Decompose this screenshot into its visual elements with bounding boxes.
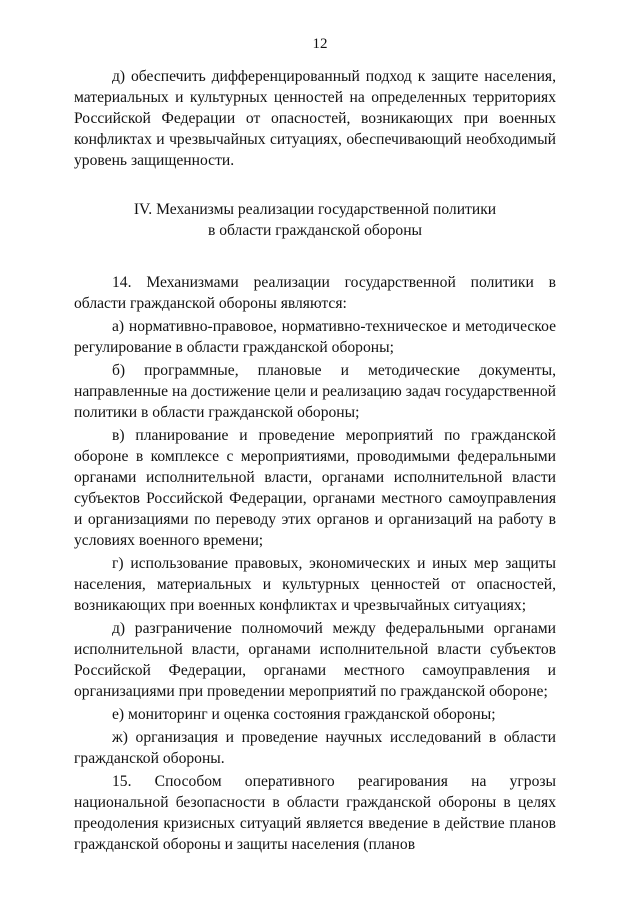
- list-item-v: в) планирование и проведение мероприятий по гражданской обороне в комплексе с мероприятиями, проводимыми федеральными органами исполнительной власти, органами исполнительной власти субъектов Российской Федерации, органами местного самоуправления и организациями по переводу этих органов и организаций на работу в условиях военного времени;: [74, 427, 556, 549]
- list-item-b: б) программные, плановые и методические документы, направленные на достижение цели и реализацию задач государственной политики в области гражданской обороны;: [74, 362, 556, 421]
- section-heading-line-2: в области гражданской обороны: [207, 222, 423, 239]
- intro-paragraph: д) обеспечить дифференцированный подход к защите населения, материальных и культурных ценностей на определенных территориях Российской Федерации от опасностей, возникающих при военных конфликтах и чрезвычайных ситуациях, обеспечивающий необходимый уровень защищенности.: [74, 68, 556, 169]
- paragraph-14: 14. Механизмами реализации государственной политики в области гражданской обороны являются:: [74, 274, 556, 312]
- list-item-a: а) нормативно-правовое, нормативно-техническое и методическое регулирование в области гражданской обороны;: [74, 318, 556, 356]
- page-number: 12: [312, 36, 328, 52]
- list-item-d: д) разграничение полномочий между федеральными органами исполнительной власти, органами исполнительной власти субъектов Российской Федерации, органами местного самоуправления и организациями при проведении мероприятий по гражданской обороне;: [74, 620, 556, 700]
- paragraph-15: 15. Способом оперативного реагирования на угрозы национальной безопасности в области гражданской обороны в целях преодоления кризисных ситуаций является введение в действие планов гражданской обороны и защиты населения (планов: [74, 773, 556, 853]
- document-body: [74, 66, 556, 855]
- list-item-e: е) мониторинг и оценка состояния гражданской обороны;: [112, 706, 496, 723]
- section-heading-line-1: IV. Механизмы реализации государственной политики: [133, 201, 497, 218]
- list-item-zh: ж) организация и проведение научных исследований в области гражданской обороны.: [74, 729, 556, 767]
- section-heading: [74, 199, 556, 241]
- list-item-g: г) использование правовых, экономических и иных мер защиты населения, материальных и культурных ценностей от опасностей, возникающих при военных конфликтах и чрезвычайных ситуациях;: [74, 555, 556, 614]
